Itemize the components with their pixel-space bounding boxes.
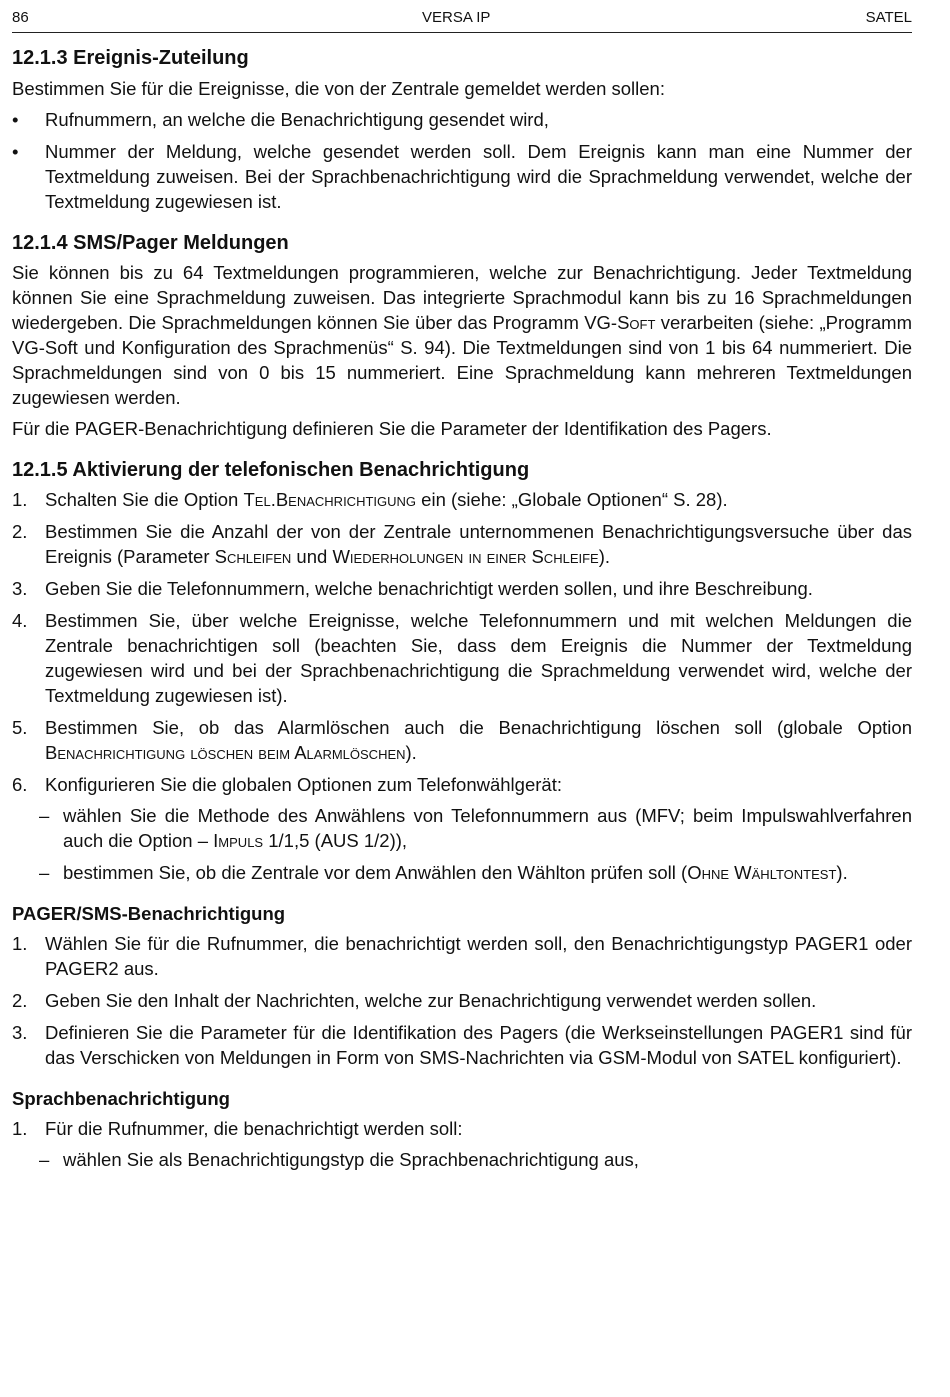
page-number: 86 [12, 9, 29, 26]
list-item: – bestimmen Sie, ob die Zentrale vor dem Anwählen den Wählton prüfen soll (Ohne Wähltontest). [39, 862, 848, 883]
list-item: 1. Wählen Sie für die Rufnummer, die benachrichtigt werden soll, den Benachrichtigungstyp PAGER1 oder PAGER2 aus. [12, 933, 912, 979]
dash-list [12, 1147, 912, 1172]
list-item: 2. Bestimmen Sie die Anzahl der von der Zentrale unternommenen Benachrichtigungsversuche über das Ereignis (Parameter Schleifen und Wiederholungen in einer Schleife). [12, 521, 912, 567]
list-item: 2. Geben Sie den Inhalt der Nachrichten, welche zur Benachrichtigung verwendet werden sollen. [12, 990, 817, 1011]
list-item: 6. Konfigurieren Sie die globalen Optionen zum Telefonwählgerät: [12, 774, 562, 795]
list-item: • Rufnummern, an welche die Benachrichtigung gesendet wird, [12, 109, 549, 130]
numbered-list [12, 487, 912, 797]
list-item: 4. Bestimmen Sie, über welche Ereignisse, welche Telefonnummern und mit welchen Meldungen die Zentrale benachrichtigen soll (beachten Sie, dass dem Ereignis die Nummer der Textmeldung zugewiesen wird und bei der Sprachbenachrichtigung die Sprachmeldung verwendet wird, welche der Textmeldung zugewiesen ist). [12, 610, 912, 706]
document-page [12, 0, 912, 1172]
list-item: • Nummer der Meldung, welche gesendet werden soll. Dem Ereignis kann man eine Nummer der Textmeldung zuweisen. Bei der Sprachbenachrichtigung wird die Sprachmeldung verwendet, welche der Textmeldung zugewiesen ist. [12, 141, 912, 212]
list-item: 1. Schalten Sie die Option Tel.Benachrichtigung ein (siehe: „Globale Optionen“ S. 28). [12, 489, 728, 510]
list-item: 3. Definieren Sie die Parameter für die Identifikation des Pagers (die Werkseinstellungen PAGER1 sind für das Verschicken von Meldungen in Form von SMS-Nachrichten via GSM-Modul von SATEL konfiguriert). [12, 1022, 912, 1068]
list-item: 5. Bestimmen Sie, ob das Alarmlöschen auch die Benachrichtigung löschen soll (globale Option Benachrichtigung löschen beim Alarmlöschen). [12, 717, 912, 763]
page-header [12, 4, 912, 33]
list-item: – wählen Sie die Methode des Anwählens von Telefonnummern aus (MFV; beim Impulswahlverfahren auch die Option – Impuls 1/1,5 (AUS 1/2)), [39, 805, 912, 851]
subheading-voice: Sprachbenachrichtigung [12, 1088, 230, 1109]
bullet-marker: • [12, 109, 19, 130]
paragraph: Für die PAGER-Benachrichtigung definieren Sie die Parameter der Identifikation des Pagers. [12, 418, 772, 439]
numbered-list [12, 931, 912, 1070]
header-title: VERSA IP [422, 9, 491, 26]
section-heading-12-1-4: 12.1.4 SMS/Pager Meldungen [12, 232, 289, 254]
subheading-pager-sms: PAGER/SMS-Benachrichtigung [12, 903, 286, 924]
bullet-marker: • [12, 141, 19, 162]
header-brand: SATEL [865, 9, 912, 26]
list-item: 1. Für die Rufnummer, die benachrichtigt werden soll: [12, 1118, 463, 1139]
section-heading-12-1-5: 12.1.5 Aktivierung der telefonischen Benachrichtigung [12, 459, 530, 481]
paragraph: Sie können bis zu 64 Textmeldungen programmieren, welche zur Benachrichtigung. Jeder Textmeldung können Sie eine Sprachmeldung zuweisen. Das integrierte Sprachmodul kann bis zu 16 Sprachmeldungen wiedergeben. Die Sprachmeldungen können Sie über das Programm VG-Soft verarbeiten (siehe: „Programm VG-Soft und Konfiguration des Sprachmenüs“ S. 94). Die Textmeldungen sind von 1 bis 64 nummeriert. Die Sprachmeldungen sind von 0 bis 15 nummeriert. Eine Sprachmeldung kann mehreren Textmeldungen zugewiesen werden. [12, 262, 912, 408]
bullet-list [12, 107, 912, 214]
section-heading-12-1-3: 12.1.3 Ereignis-Zuteilung [12, 47, 249, 69]
section-intro: Bestimmen Sie für die Ereignisse, die von der Zentrale gemeldet werden sollen: [12, 78, 665, 99]
numbered-list [12, 1116, 912, 1141]
list-item: 3. Geben Sie die Telefonnummern, welche benachrichtigt werden sollen, und ihre Beschreibung. [12, 578, 813, 599]
dash-list [12, 803, 912, 885]
list-item: – wählen Sie als Benachrichtigungstyp die Sprachbenachrichtigung aus, [39, 1149, 639, 1170]
